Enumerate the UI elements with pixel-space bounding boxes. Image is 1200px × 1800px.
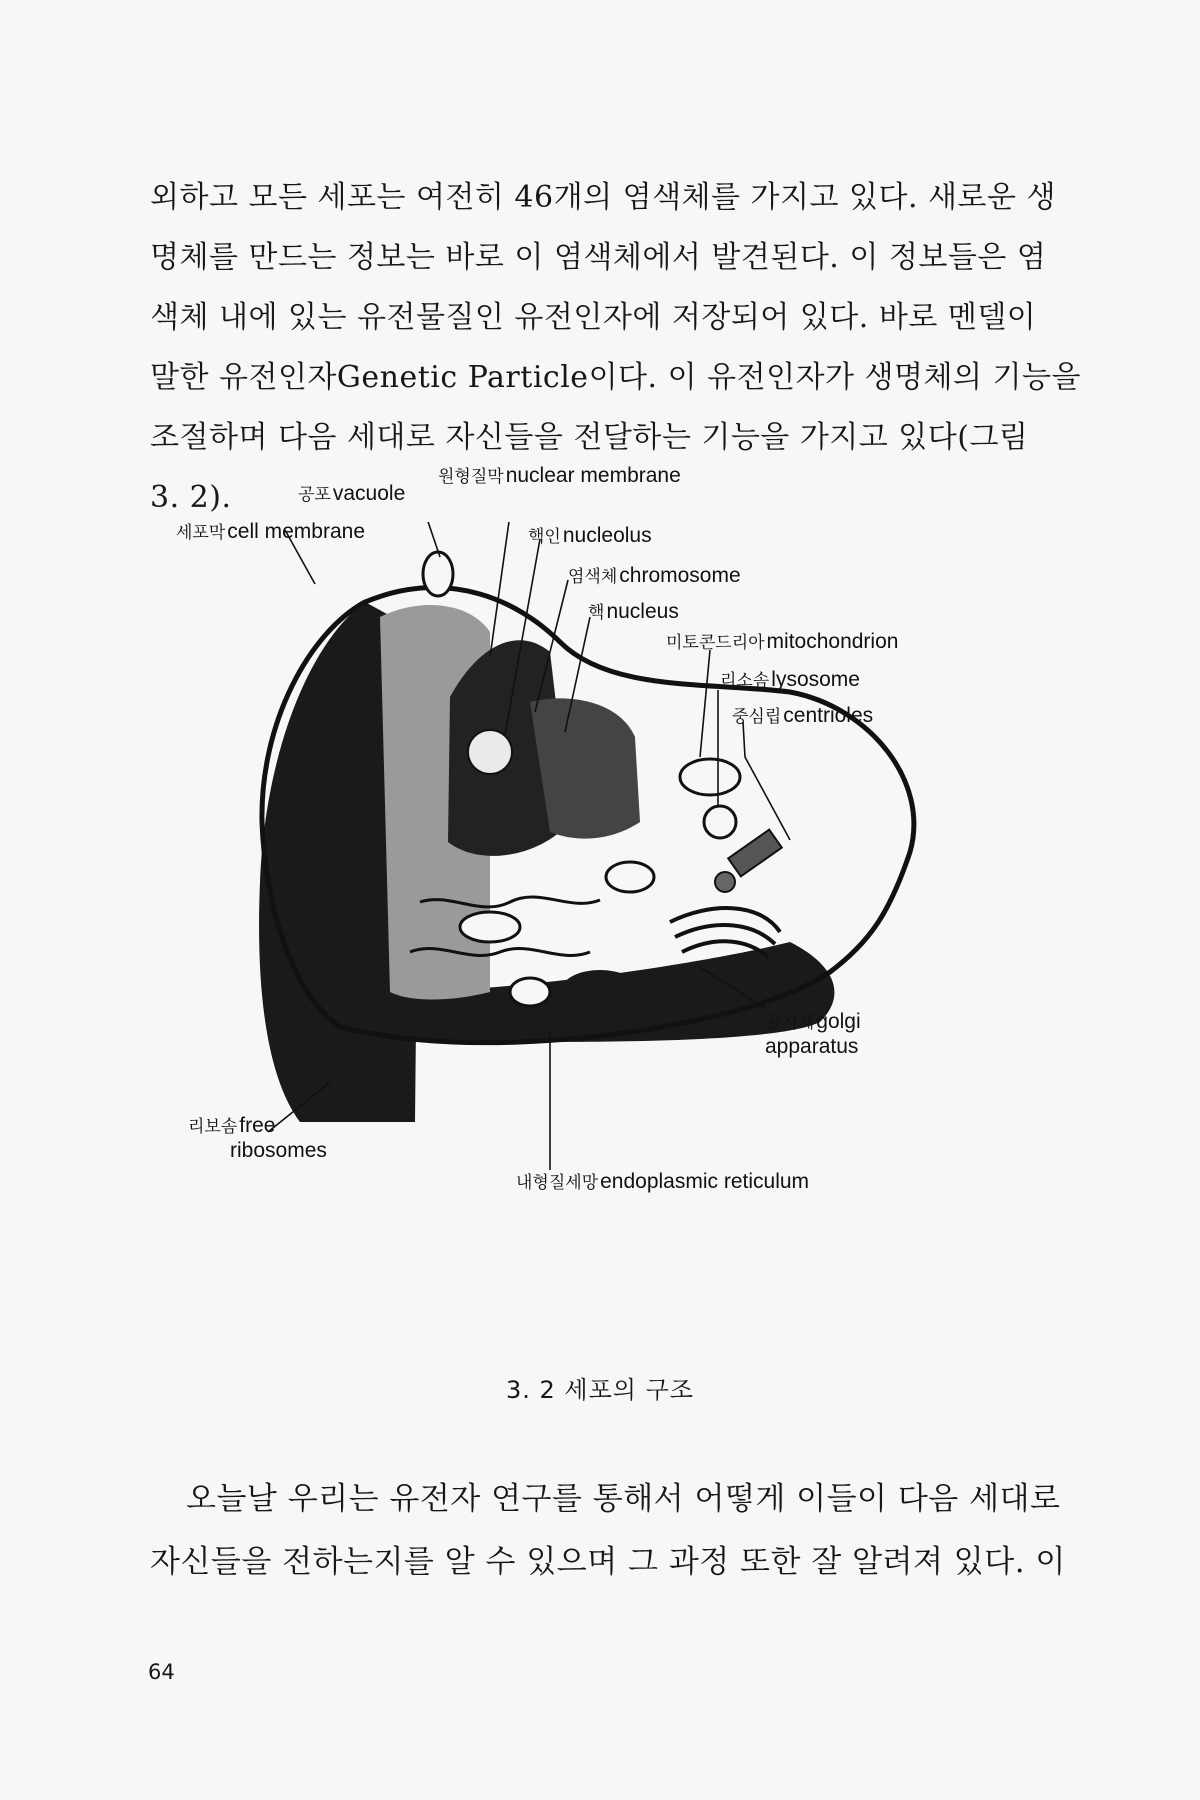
vesicle-shape <box>560 970 640 1014</box>
vacuole-shape <box>423 552 453 596</box>
mitochondrion-shape <box>606 862 654 892</box>
label-ko: 리소솜 <box>720 671 770 690</box>
label-endoplasmic-reticulum <box>516 1170 809 1195</box>
label-en-line2: apparatus <box>765 1035 859 1058</box>
label-en: free <box>239 1114 276 1137</box>
label-ribosomes <box>188 1114 327 1163</box>
leader-line <box>743 722 790 840</box>
label-en: nuclear membrane <box>505 464 681 487</box>
centriole-shape <box>728 830 782 877</box>
text-line: 말한 유전인자Genetic Particle이다. 이 유전인자가 생명체의 기능을 <box>150 360 1081 395</box>
label-ko: 리보솜 <box>188 1117 238 1136</box>
golgi-shape <box>670 908 780 932</box>
text-line: 외하고 모든 세포는 여전히 46개의 염색체를 가지고 있다. 새로운 생 <box>150 180 1057 215</box>
label-ko: 미토콘드리아 <box>666 633 765 652</box>
text-line: 색체 내에 있는 유전물질인 유전인자에 저장되어 있다. 바로 멘델이 <box>150 300 1037 335</box>
label-centrioles <box>732 704 873 729</box>
label-mitochondrion <box>666 630 898 655</box>
label-nuclear-membrane <box>438 464 681 489</box>
label-en-line2: ribosomes <box>230 1139 327 1162</box>
label-ko: 원형질막 <box>438 467 504 486</box>
label-en: cell membrane <box>227 520 366 543</box>
centriole-shape <box>715 872 735 892</box>
leader-line <box>700 650 710 757</box>
mitochondrion-shape <box>460 912 520 942</box>
page-number: 64 <box>148 1660 175 1684</box>
text-line: 명체를 만드는 정보는 바로 이 염색체에서 발견된다. 이 정보들은 염 <box>150 240 1047 275</box>
text-line: 오늘날 우리는 유전자 연구를 통해서 어떻게 이들이 다음 세대로 <box>186 1481 1061 1517</box>
leader-line <box>490 522 512 657</box>
label-ko: 세포막 <box>176 523 226 542</box>
cell-illustration <box>190 522 1050 1322</box>
figure-caption: 3. 2 세포의 구조 <box>506 1376 694 1404</box>
label-ko: 염색체 <box>568 567 618 586</box>
label-en: endoplasmic reticulum <box>600 1170 810 1193</box>
label-en: nucleus <box>606 600 679 623</box>
label-nucleus <box>588 600 679 625</box>
label-nucleolus <box>528 524 652 549</box>
label-ko: 핵인 <box>528 527 561 546</box>
text-line: 조절하며 다음 세대로 자신들을 전달하는 기능을 가지고 있다(그림 <box>150 420 1029 455</box>
mitochondrion-shape <box>680 759 740 795</box>
label-en: vacuole <box>332 482 406 505</box>
label-ko: 중심립 <box>732 707 782 726</box>
label-chromosome <box>568 564 741 589</box>
label-en: golgi <box>816 1010 861 1033</box>
label-ko: 내형질세망 <box>516 1173 599 1192</box>
label-en: chromosome <box>619 564 741 587</box>
label-cell-membrane <box>176 520 365 545</box>
label-vacuole <box>298 482 405 507</box>
label-lysosome <box>720 668 860 693</box>
nucleolus-shape <box>468 730 512 774</box>
mitochondrion-shape <box>510 978 550 1006</box>
label-golgi <box>765 1010 861 1059</box>
text-line: 자신들을 전하는지를 알 수 있으며 그 과정 또한 잘 알려져 있다. 이 <box>150 1544 1066 1580</box>
text-line: 3. 2). <box>150 480 232 515</box>
paragraph-bottom <box>150 1468 1066 1594</box>
leader-line <box>370 522 440 557</box>
label-ko: 골지체 <box>765 1013 815 1032</box>
label-ko: 공포 <box>298 485 331 504</box>
label-ko: 핵 <box>588 603 605 622</box>
label-en: centrioles <box>783 704 874 727</box>
label-en: mitochondrion <box>766 630 899 653</box>
label-en: lysosome <box>771 668 860 691</box>
label-en: nucleolus <box>562 524 652 547</box>
lysosome-shape <box>704 806 736 838</box>
